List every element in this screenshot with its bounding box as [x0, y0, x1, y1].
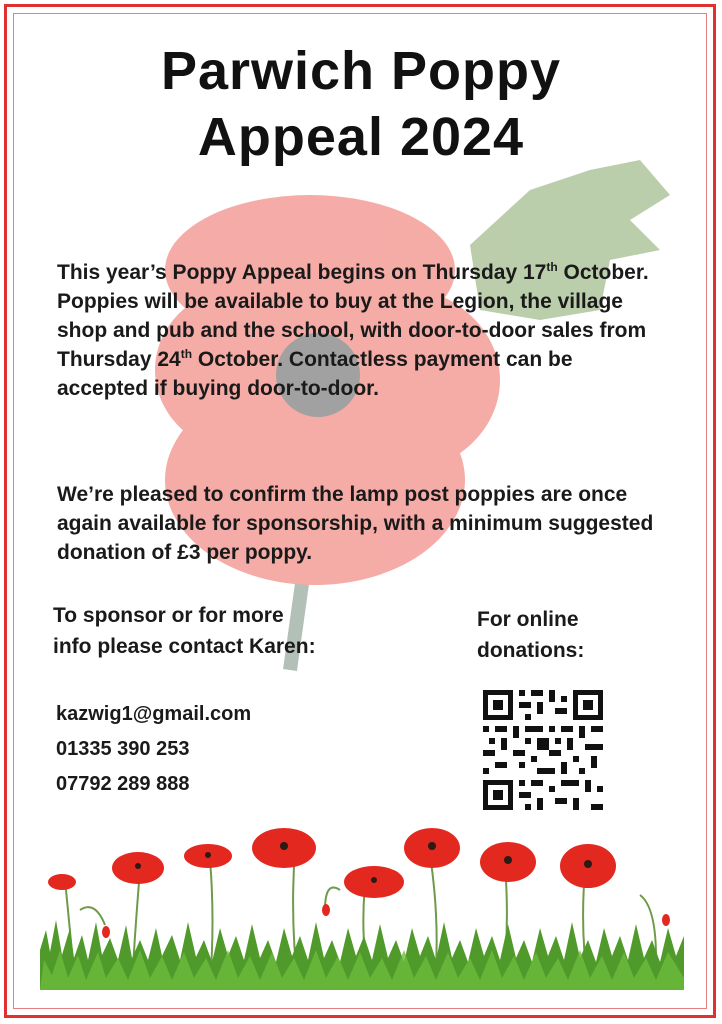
contact-lead-line-2: info please contact Karen:	[53, 635, 316, 658]
ordinal-suffix: th	[180, 347, 193, 361]
online-donations-lead	[477, 604, 647, 666]
contact-phone-1[interactable]: 01335 390 253	[56, 738, 190, 760]
paragraph1-part-a: This year’s Poppy Appeal begins on Thursday 17	[57, 261, 547, 284]
title-line-2: Appeal 2024	[197, 107, 525, 167]
page-title	[0, 38, 722, 170]
title-line-1: Parwich Poppy	[160, 41, 562, 101]
contact-lead-line-1: To sponsor or for more	[53, 604, 284, 627]
contact-email[interactable]: kazwig1@gmail.com	[56, 703, 252, 725]
contact-phone-2[interactable]: 07792 289 888	[56, 773, 190, 795]
paragraph1-part-b: October. Poppies will be available to buy at the Legion, the village shop and pub and the school, with door-to-door sales from Thursday 24	[57, 261, 649, 371]
contact-lead	[53, 600, 413, 662]
ordinal-suffix: th	[546, 260, 558, 274]
appeal-info-paragraph	[57, 258, 667, 403]
online-lead-line-1: For online	[477, 608, 579, 631]
paragraph1-part-c: October. Contactless payment can be accepted if buying door-to-door.	[57, 348, 573, 400]
online-lead-line-2: donations:	[477, 639, 585, 662]
sponsorship-paragraph: We’re pleased to confirm the lamp post poppies are once again available for sponsorship, with a minimum suggested donation of £3 per poppy.	[57, 483, 654, 564]
qr-code-icon[interactable]	[483, 690, 603, 810]
poppy-meadow-illustration	[40, 810, 684, 990]
contact-details	[56, 697, 251, 802]
